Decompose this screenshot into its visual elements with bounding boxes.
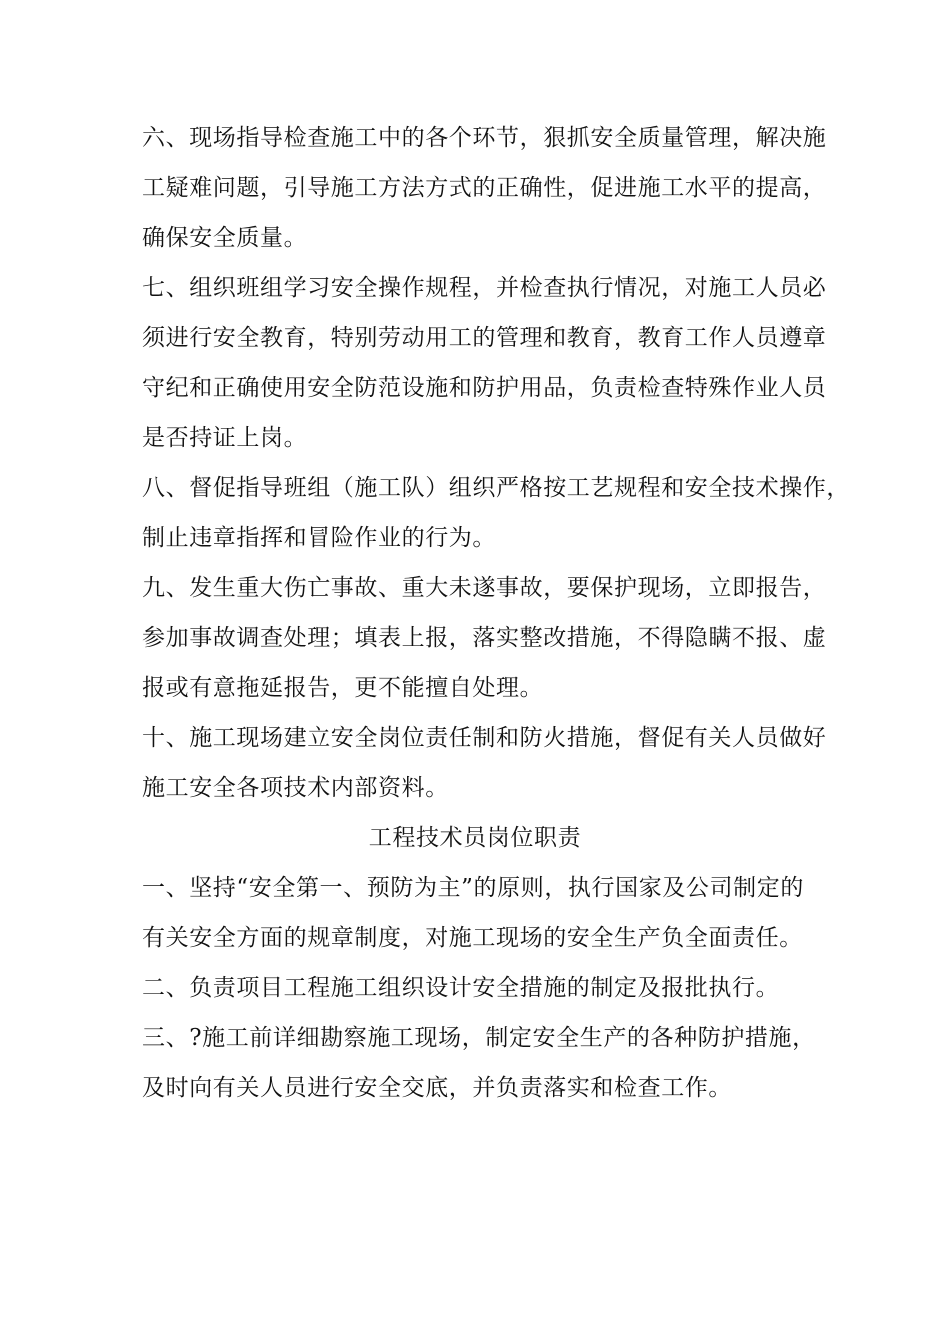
paragraph-line: 确保安全质量。 — [142, 225, 308, 251]
paragraph-line: 十、施工现场建立安全岗位责任制和防火措施，督促有关人员做好 — [142, 725, 827, 751]
paragraph-line: 二、负责项目工程施工组织设计安全措施的制定及报批执行。 — [142, 975, 780, 1001]
paragraph-line: 施工安全各项技术内部资料。 — [142, 775, 449, 801]
paragraph-line: 有关安全方面的规章制度，对施工现场的安全生产负全面责任。 — [142, 925, 803, 951]
paragraph-line: 参加事故调查处理；填表上报，落实整改措施，不得隐瞒不报、虚 — [142, 625, 827, 651]
paragraph-line: 是否持证上岗。 — [142, 425, 308, 451]
paragraph-line: 工疑难问题，引导施工方法方式的正确性，促进施工水平的提高， — [142, 175, 827, 201]
section-title: 工程技术员岗位职责 — [368, 825, 582, 851]
paragraph-line: 九、发生重大伤亡事故、重大未遂事故，要保护现场，立即报告， — [142, 575, 827, 601]
paragraph-line: 守纪和正确使用安全防范设施和防护用品，负责检查特殊作业人员 — [142, 375, 827, 401]
paragraph-line: 须进行安全教育，特别劳动用工的管理和教育，教育工作人员遵章 — [142, 325, 827, 351]
paragraph-line: 报或有意拖延报告，更不能擅自处理。 — [142, 675, 544, 701]
paragraph-line: 三、?施工前详细勘察施工现场，制定安全生产的各种防护措施， — [142, 1025, 816, 1051]
paragraph-line: 及时向有关人员进行安全交底，并负责落实和检查工作。 — [142, 1075, 732, 1101]
paragraph-line: 一、坚持“安全第一、预防为主”的原则，执行国家及公司制定的 — [142, 875, 804, 901]
paragraph-line: 制止违章指挥和冒险作业的行为。 — [142, 525, 496, 551]
paragraph-line: 七、组织班组学习安全操作规程，并检查执行情况，对施工人员必 — [142, 275, 827, 301]
paragraph-line: 六、现场指导检查施工中的各个环节，狠抓安全质量管理，解决施 — [142, 125, 827, 151]
paragraph-line: 八、督促指导班组（施工队）组织严格按工艺规程和安全技术操作， — [142, 475, 850, 501]
